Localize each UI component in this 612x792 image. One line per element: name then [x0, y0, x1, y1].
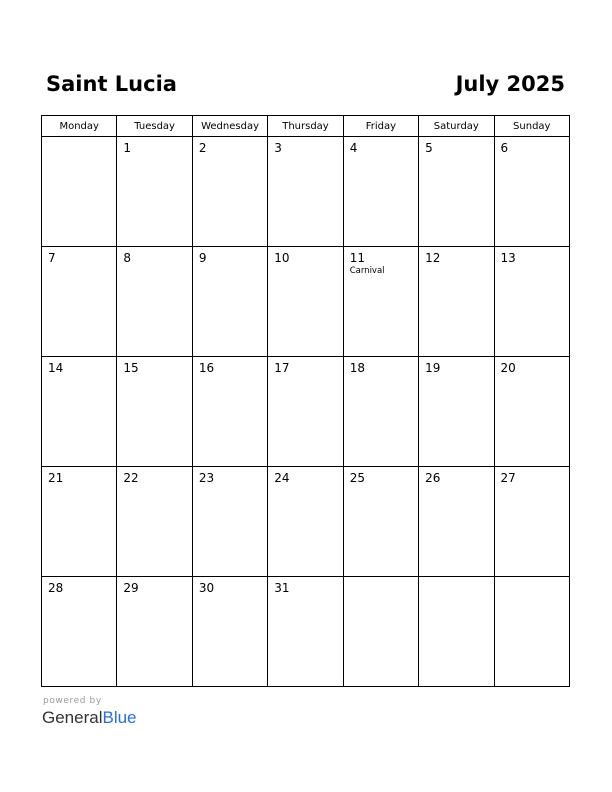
weekday-header-row: [42, 116, 570, 137]
calendar-day-cell: [419, 137, 494, 247]
weekday-header: Wednesday: [192, 116, 267, 137]
day-number: 19: [425, 361, 441, 375]
calendar-day-cell: [192, 247, 267, 357]
day-number: 27: [500, 471, 516, 485]
day-number: 10: [274, 251, 290, 265]
calendar-day-cell: [343, 357, 418, 467]
calendar-day-cell: [192, 137, 267, 247]
day-number: 9: [198, 251, 207, 265]
day-number: 4: [349, 141, 358, 155]
calendar-day-cell: [494, 577, 569, 687]
day-number: 15: [123, 361, 139, 375]
country-title: Saint Lucia: [46, 72, 177, 96]
powered-by-text: powered by: [43, 696, 102, 706]
day-number: 5: [425, 141, 433, 155]
calendar-week-row: [42, 577, 570, 687]
day-number: 6: [500, 141, 509, 155]
day-number: 7: [48, 251, 56, 265]
day-number: 3: [274, 141, 282, 155]
calendar-week-row: [42, 357, 570, 467]
day-number: 11: [349, 251, 365, 265]
calendar-day-cell: [419, 247, 494, 357]
day-number: 25: [349, 471, 365, 485]
brand-name-second: Blue: [102, 708, 137, 727]
calendar-day-cell: [42, 247, 117, 357]
calendar-day-cell: [117, 357, 192, 467]
footer-branding: [42, 696, 137, 729]
calendar-day-cell: [343, 467, 418, 577]
weekday-header: Monday: [42, 116, 117, 137]
calendar-week-row: [42, 467, 570, 577]
calendar-day-cell: [343, 137, 418, 247]
calendar-day-cell: [117, 137, 192, 247]
brand-logo: [42, 707, 137, 729]
calendar-day-cell: [192, 357, 267, 467]
day-number: 24: [274, 471, 290, 485]
day-number: 30: [198, 581, 215, 595]
day-number: [495, 577, 569, 581]
day-number: 20: [500, 361, 516, 375]
calendar-day-cell: [268, 467, 343, 577]
day-number: 14: [48, 361, 64, 375]
calendar-day-cell: [494, 357, 569, 467]
day-number: [42, 137, 116, 141]
day-number: 22: [123, 471, 139, 485]
weekday-header: Saturday: [419, 116, 494, 137]
calendar-day-cell: [117, 467, 192, 577]
day-number: 8: [123, 251, 132, 265]
calendar-day-cell: [42, 357, 117, 467]
calendar-day-cell: [117, 247, 192, 357]
calendar-day-cell: [494, 247, 569, 357]
day-number: 18: [349, 361, 365, 375]
calendar-day-cell: [343, 247, 418, 357]
calendar-day-cell: [419, 577, 494, 687]
day-number: 28: [48, 581, 64, 595]
day-number: 13: [500, 251, 516, 265]
calendar-day-cell: [192, 467, 267, 577]
calendar-week-row: [42, 247, 570, 357]
calendar-day-cell: [343, 577, 418, 687]
calendar-day-cell: [419, 467, 494, 577]
day-number: 29: [123, 581, 139, 595]
day-number: 17: [274, 361, 290, 375]
weekday-header: Tuesday: [117, 116, 192, 137]
day-number: 1: [123, 141, 132, 155]
calendar-day-cell: [42, 577, 117, 687]
day-number: [344, 577, 418, 581]
day-number: 31: [274, 581, 290, 595]
calendar-day-cell: [192, 577, 267, 687]
calendar-day-cell: [42, 467, 117, 577]
calendar-day-cell: [117, 577, 192, 687]
weekday-header: Thursday: [268, 116, 343, 137]
day-number: 23: [198, 471, 215, 485]
calendar-grid: [41, 115, 570, 687]
day-number: 2: [198, 141, 207, 155]
day-number: [419, 577, 493, 581]
calendar-day-cell: [419, 357, 494, 467]
calendar-week-row: [42, 137, 570, 247]
weekday-header: Friday: [343, 116, 418, 137]
weekday-header: Sunday: [494, 116, 569, 137]
day-number: 21: [48, 471, 64, 485]
calendar-day-cell: [494, 137, 569, 247]
day-number: 16: [198, 361, 215, 375]
calendar-day-cell: [268, 247, 343, 357]
holiday-label: Carnival: [349, 266, 385, 276]
calendar-day-cell: [494, 467, 569, 577]
brand-name-first: General: [42, 708, 103, 727]
calendar-day-cell: [268, 577, 343, 687]
month-title: July 2025: [455, 72, 565, 96]
day-number: 12: [425, 251, 441, 265]
calendar-day-cell: [268, 137, 343, 247]
day-number: 26: [425, 471, 441, 485]
calendar-day-cell: [268, 357, 343, 467]
calendar-day-cell: [42, 137, 117, 247]
